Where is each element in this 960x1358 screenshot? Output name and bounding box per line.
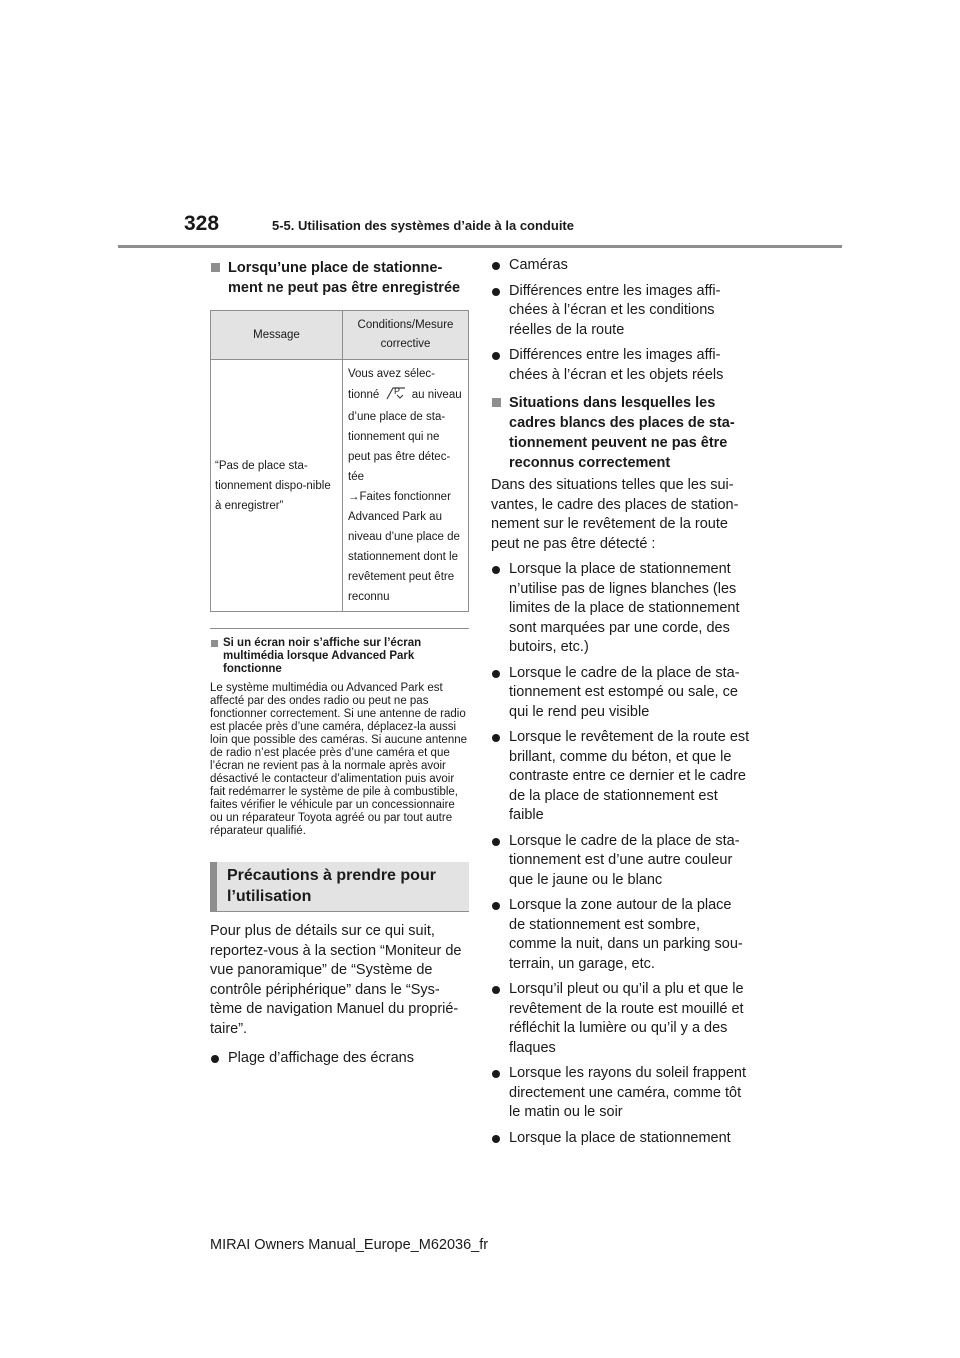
list-item: Lorsque la zone autour de la place de stationnement est sombre, comme la nuit, dans un parking sou-terrain, un garage, etc. bbox=[491, 896, 751, 974]
left-column bbox=[210, 258, 470, 1069]
heading-white-frames: Situations dans lesquelles les cadres blancs des places de sta-tionnement peuvent ne pas être reconnus correctement bbox=[491, 393, 751, 473]
list-item: Lorsque la place de stationnement n’utilise pas de lignes blanches (les limites de la place de stationnement sont marquées par une corde, des butoirs, etc.) bbox=[491, 560, 751, 658]
precautions-paragraph: Pour plus de détails sur ce qui suit, reportez-vous à la section “Moniteur de vue panoramique” de “Système de contrôle périphérique” dans le “Sys-tème de navigation Manuel du proprié-taire”. bbox=[210, 923, 462, 1037]
condition-text-b: au niveau d’une place de sta-tionnement qui ne peut pas être détec-tée bbox=[348, 389, 462, 483]
table-header-conditions: Conditions/Mesure corrective bbox=[343, 311, 469, 360]
page-number: 328 bbox=[184, 212, 220, 235]
condition-text-a: Vous avez sélec-tionné bbox=[348, 368, 435, 401]
list-item: Différences entre les images affi-chées à l’écran et les conditions réelles de la route bbox=[491, 282, 751, 341]
note-heading: Si un écran noir s’affiche sur l’écran multimédia lorsque Advanced Park fonctionne bbox=[210, 637, 470, 676]
heading-parking-not-registered: Lorsqu’une place de stationne-ment ne peut pas être enregistrée bbox=[210, 258, 470, 298]
list-item: Lorsque les rayons du soleil frappent directement une caméra, comme tôt le matin ou le soir bbox=[491, 1064, 751, 1123]
table-header-message: Message bbox=[211, 311, 343, 360]
situations-paragraph: Dans des situations telles que les sui-vantes, le cadre des places de station-nement sur le revêtement de la route peut ne pas être détecté : bbox=[491, 477, 739, 552]
list-item: Caméras bbox=[491, 256, 751, 276]
condition-action: →Faites fonctionner Advanced Park au niveau d’une place de stationnement dont le revêtement peut être reconnu bbox=[348, 491, 460, 603]
header-rule bbox=[118, 245, 842, 248]
note-divider bbox=[210, 628, 469, 629]
table-cell-message: “Pas de place sta-tionnement dispo-nible à enregistrer” bbox=[211, 360, 343, 612]
right-column bbox=[491, 253, 751, 1148]
list-item: Lorsque le cadre de la place de sta-tionnement est estompé ou sale, ce qui le rend peu visible bbox=[491, 664, 751, 723]
section-title: 5-5. Utilisation des systèmes d’aide à la conduite bbox=[272, 218, 574, 233]
list-item: Plage d’affichage des écrans bbox=[210, 1049, 470, 1069]
list-item: Lorsque la place de stationnement bbox=[491, 1129, 751, 1149]
table-row bbox=[211, 360, 469, 612]
list-item: Lorsque le revêtement de la route est brillant, comme du béton, et que le contraste entre ce dernier et le cadre de la place de stationnement est faible bbox=[491, 728, 751, 826]
list-item: Différences entre les images affi-chées à l’écran et les objets réels bbox=[491, 346, 751, 385]
table-cell-conditions bbox=[343, 360, 469, 612]
page-header bbox=[118, 212, 842, 248]
list-item: Lorsqu’il pleut ou qu’il a plu et que le revêtement de la route est mouillé et réfléchit la lumière ou qu’il y a des flaques bbox=[491, 980, 751, 1058]
precautions-title: Précautions à prendre pour l’utilisation bbox=[210, 862, 469, 912]
footer-manual-id: MIRAI Owners Manual_Europe_M62036_fr bbox=[210, 1237, 489, 1253]
message-table bbox=[210, 310, 469, 612]
parking-slot-icon bbox=[385, 384, 407, 407]
svg-text:P: P bbox=[393, 386, 400, 396]
list-item: Lorsque le cadre de la place de sta-tionnement est d’une autre couleur que le jaune ou le blanc bbox=[491, 832, 751, 891]
note-body: Le système multimédia ou Advanced Park est affecté par des ondes radio ou peut ne pas fonctionner correctement. Si une antenne de radio est placée près d’une caméra, déplacez-la aussi loin que possible des caméras. Si aucune antenne de radio n’est placée près d’une caméra et que l’écran ne revient pas à la normale après avoir désactivé le contacteur d’alimentation puis avoir fait redémarrer le système de pile à combustible, faites vérifier le véhicule par un concessionnaire ou un réparateur Toyota agréé ou par tout autre réparateur qualifié. bbox=[210, 682, 468, 837]
